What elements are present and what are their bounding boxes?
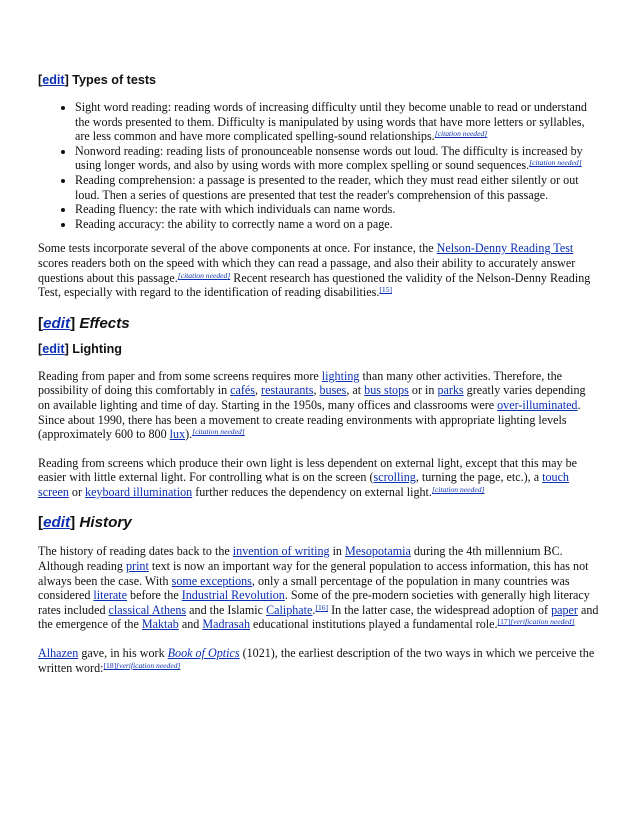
- section-heading-history: [edit] History: [38, 514, 132, 532]
- heading-text: Lighting: [72, 341, 122, 356]
- link-literate[interactable]: literate: [93, 588, 127, 603]
- list-item: • Reading fluency: the rate with which individuals can name words.: [75, 202, 600, 217]
- reference-17[interactable]: [17]: [497, 617, 511, 627]
- paragraph-history-2: Alhazen gave, in his work Book of Optics (1021), the earliest description of the two ways in which we perceive the written word:[18][verification needed]: [38, 646, 595, 675]
- link-industrial-revolution[interactable]: Industrial Revolution: [181, 588, 285, 603]
- paragraph-lighting-2: Reading from screens which produce their own light is less dependent on external light, except that this may be easier with little external light. For controlling what is on the screen (scrolling, turning the page, etc.), a touch screen or keyboard illumination further reduces the dependency on external light.[citation needed]: [38, 455, 578, 499]
- edit-link-history[interactable]: edit: [43, 514, 71, 532]
- link-buses[interactable]: buses: [319, 383, 347, 398]
- citation-needed-link[interactable]: citation needed: [180, 270, 228, 280]
- link-print[interactable]: print: [126, 559, 149, 574]
- link-classical-athens[interactable]: classical Athens: [108, 602, 187, 617]
- section-heading-types-of-tests: [edit] Types of tests: [38, 73, 157, 87]
- link-scrolling[interactable]: scrolling: [373, 470, 416, 485]
- list-item: • Nonword reading: reading lists of pronounceable nonsense words out loud. The difficulty is increased by using longer words, and also by using words with more complex spelling or sound sequences.[citation needed]: [75, 144, 600, 173]
- reference-18[interactable]: [18]: [103, 660, 117, 670]
- list-item: • Reading accuracy: the ability to correctly name a word on a page.: [75, 217, 600, 232]
- verification-needed-link[interactable]: [verification needed]: [510, 617, 575, 627]
- citation-needed-link[interactable]: citation needed: [434, 484, 482, 494]
- link-paper[interactable]: paper: [551, 602, 578, 617]
- edit-link-effects[interactable]: edit: [43, 314, 71, 332]
- link-bus-stops[interactable]: bus stops: [364, 383, 409, 398]
- reference-16[interactable]: [16]: [315, 602, 329, 612]
- link-some-exceptions[interactable]: some exceptions: [171, 573, 252, 588]
- link-touch-screen[interactable]: touch screen: [38, 470, 569, 499]
- link-book-of-optics[interactable]: Book of Optics: [167, 646, 240, 661]
- link-mesopotamia[interactable]: Mesopotamia: [345, 544, 411, 559]
- citation-needed-link[interactable]: citation needed: [437, 129, 485, 139]
- link-cafes[interactable]: cafés: [230, 383, 255, 398]
- edit-link-lighting[interactable]: edit: [42, 341, 65, 356]
- list-item: • Sight word reading: reading words of increasing difficulty until they become unable to read or understand the words presented to them. Difficulty is manipulated by using words that have more letters or syllables, are less common and have more complicated spelling-sound relationships.[citation needed]: [75, 100, 600, 144]
- link-invention-of-writing[interactable]: invention of writing: [232, 544, 330, 559]
- article-content: [38, 72, 600, 675]
- paragraph-tests: Some tests incorporate several of the above components at once. For instance, the Nelson-Denny Reading Test scores readers both on the speed with which they can read a passage, and also their ability to accurately answer questions about this passage.[citation needed] Recent research has questioned the validity of the Nelson-Denny Reading Test, especially with regard to the identification of reading disabilities.[15]: [38, 241, 591, 300]
- edit-link-types[interactable]: edit: [42, 73, 65, 87]
- paragraph-lighting-1: Reading from paper and from some screens requires more lighting than many other activities. Therefore, the possibility of doing this comfortably in cafés, restaurants, buses, at bus stops or in parks greatly varies depending on available lighting and time of day. Starting in the 1950s, many offices and classrooms were over-illuminated. Since about 1990, there has been a movement to create reading environments with appropriate lighting levels (approximately 600 to 800 lux).[citation needed]: [38, 368, 586, 442]
- citation-needed-link[interactable]: citation needed: [195, 427, 242, 437]
- link-maktab[interactable]: Maktab: [141, 617, 179, 632]
- list-item: • Reading comprehension: a passage is presented to the reader, which they must read either silently or out loud. Then a series of questions are presented that test the reader's comprehension of this passage.: [75, 173, 600, 202]
- link-alhazen[interactable]: Alhazen: [38, 646, 79, 661]
- link-lighting[interactable]: lighting: [321, 368, 360, 383]
- link-nelson-denny[interactable]: Nelson-Denny Reading Test: [436, 241, 574, 256]
- link-over-illuminated[interactable]: over-illuminated: [497, 397, 578, 412]
- link-keyboard-illumination[interactable]: keyboard illumination: [85, 484, 193, 499]
- verification-needed-link[interactable]: [verification needed]: [116, 660, 181, 670]
- section-heading-effects: [edit] Effects: [38, 314, 130, 332]
- link-parks[interactable]: parks: [437, 383, 464, 398]
- heading-text: Types of tests: [72, 73, 157, 87]
- heading-text: History: [79, 514, 132, 532]
- section-heading-lighting: [edit] Lighting: [38, 341, 122, 356]
- link-restaurants[interactable]: restaurants: [261, 383, 314, 398]
- test-types-list: [38, 100, 600, 231]
- link-madrasah[interactable]: Madrasah: [202, 617, 251, 632]
- link-lux[interactable]: lux: [169, 427, 186, 442]
- heading-text: Effects: [79, 314, 130, 332]
- reference-15[interactable]: [15]: [379, 285, 393, 295]
- paragraph-history-1: The history of reading dates back to the invention of writing in Mesopotamia during the 4th millennium BC. Although reading print text is now an important way for the general population to access information, this has not always been the case. With some exceptions, only a small percentage of the population in many countries was considered literate before the Industrial Revolution. Some of the pre-modern societies with generally high literacy rates included classical Athens and the Islamic Caliphate.[16] In the latter case, the widespread adoption of paper and the emergence of the Maktab and Madrasah educational institutions played a fundamental role.[17][verification needed]: [38, 544, 599, 632]
- citation-needed-link[interactable]: citation needed: [532, 158, 579, 168]
- link-caliphate[interactable]: Caliphate: [266, 602, 313, 617]
